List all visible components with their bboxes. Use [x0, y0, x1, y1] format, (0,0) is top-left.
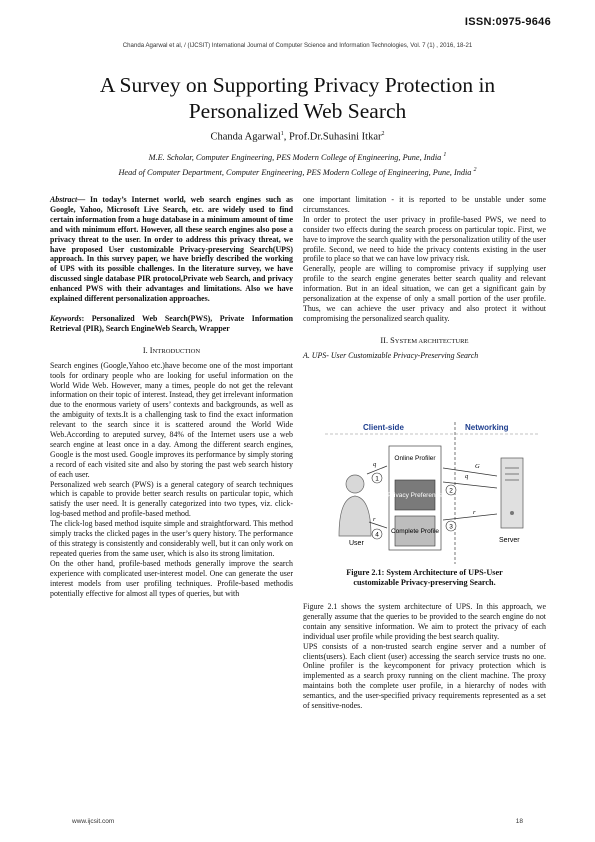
label-q-right: q: [465, 473, 469, 480]
ups-architecture-figure: [325, 418, 539, 566]
step-1: 1: [375, 475, 379, 483]
affiliation-1: [0, 152, 595, 162]
keywords-text: : Personalized Web Search(PWS), Private Information Retrieval (PIR), Search EngineWeb Search, Wrapper: [50, 313, 293, 333]
author-1-sup: 1: [280, 131, 284, 137]
abstract-dash: —: [77, 195, 90, 204]
left-column: [50, 195, 293, 598]
online-profiler-label: Online Profiler: [394, 455, 436, 462]
section-2-num: II.: [380, 335, 391, 345]
affiliation-1-text: M.E. Scholar, Computer Engineering, PES Modern College of Engineering, Pune, India: [148, 152, 442, 162]
issn-label: ISSN:0975-9646: [464, 16, 551, 28]
caption-line-1: Figure 2.1: System Architecture of UPS-User: [346, 568, 503, 577]
section-1-num: I.: [142, 345, 150, 355]
paper-title: [40, 72, 555, 124]
affiliation-2: [0, 167, 595, 177]
author-2: Prof.Dr.Suhasini Itkar: [289, 131, 382, 143]
author-1: Chanda Agarwal: [210, 131, 281, 143]
complete-profile-label: Complete Profile: [390, 528, 440, 535]
label-r-left: r: [373, 516, 376, 523]
right-column-bottom: [303, 602, 546, 711]
section-2-first: S: [390, 335, 395, 345]
keywords-label: Keywords: [50, 313, 82, 323]
subsection-2a-heading: A. UPS- User Customizable Privacy-Preserving Search: [303, 350, 479, 360]
section-1-first: I: [149, 345, 153, 355]
footer-url: www.ijcsit.com: [72, 818, 115, 825]
intro-paragraph-2: Personalized web search (PWS) is a general category of search techniques which is capable to provide better search results on particular topic, which satisfy the user need. It is generally categorized into two types, viz. click-log-based method and profile-based method.: [50, 479, 293, 519]
right-column-top: [303, 195, 546, 361]
affiliation-2-text: Head of Computer Department, Computer Engineering, PES Modern College of Engineering, Pune, India: [118, 167, 472, 177]
keywords: [50, 314, 293, 334]
intro-paragraph-1: Search engines (Google,Yahoo etc.)have become one of the most important tools for ordinary people who are looking for useful information on the World Wide Web. However, many a times, people do not get the relevant information on their topic of interest. Instead, they get irrelevant information due to the enormous variety of users’ contexts and backgrounds, as well as the ambiguity of texts.It is a challenging task to find the exact information relevant to the search since it is scattered around the World Wide Web.According to areputed survey, 84% of the Internet users use a web search engine at least once in a day. Among the different search engines, Google is the most used. Google improves its performance by simply storing a record of each visited site and also by storing the past web search history of each user.: [50, 360, 293, 479]
abstract: [50, 195, 293, 304]
right-paragraph-2: In order to protect the user privacy in profile-based PWS, we need to consider two effects during the search process on particular topic. First, we have to improve the search quality with the personalization utility of the user profile. Second, we need to hide the privacy contents existing in the user profile to place so that we can have low privacy risk.: [303, 214, 546, 264]
label-g: G: [475, 463, 480, 470]
step-3: 3: [449, 523, 453, 531]
author-2-sup: 2: [381, 131, 385, 137]
affiliation-2-sup: 2: [473, 167, 477, 173]
step-2: 2: [449, 487, 453, 495]
section-2-heading: [303, 336, 546, 347]
author-separator: ,: [283, 131, 290, 143]
intro-paragraph-3: The click-log based method isquite simple and straightforward. This method simply tracks the clicked pages in the user’s query history. The performance of this strategy is consistently and considerably well, but it can only work on repeated queries from the same user, which is also its strong limitation.: [50, 519, 293, 558]
abstract-text: In today’s Internet world, web search engines such as Google, Yahoo, Microsoft Live Search, etc. are widely used to find certain information from a huge database in a minimum amount of time and with minimum effort. However, all these search engines also pose a privacy threat to the user. In order to address this privacy threat, we have proposed User customizable Privacy-preserving Search(UPS) approach. In this survey paper, we have briefly described the working of UPS with its possible challenges. In the literature survey, we have discussed single database PIR protocol,Private web Search, and privacy enhanced PWS with their advantages and limitations. Also we have explained different personalization approaches.: [50, 195, 293, 304]
arch-paragraph-1: Figure 2.1 shows the system architecture of UPS. In this approach, we generally assume that the queries to be provided to the search engine do not contain any sensitive information. We aim to protect the privacy of each individual user profile while providing the best search quality.: [303, 602, 546, 641]
abstract-label: Abstract: [50, 195, 78, 204]
page-number: 18: [515, 818, 523, 825]
intro-paragraph-4: On the other hand, profile-based methods generally improve the search experience with complicated user-interest model. One can generate the user interest models from user profiling techniques. Profile-based methodis potentially effective for almost all types of queries, but with: [50, 558, 293, 598]
label-q-left: q: [373, 461, 377, 468]
section-1-heading: [50, 346, 293, 357]
arch-paragraph-2: UPS consists of a non-trusted search engine server and a number of clients(users). Each client (user) accessing the search service trusts no one. Online profiler is the keycomponent for privacy protection which is implemented as a search proxy running on the client machine. The proxy maintains both the complete user profile, in a hierarchy of nodes with semantics, and the user-specified privacy requirements represented as a set of sensitive-nodes.: [303, 641, 546, 711]
step-4: 4: [375, 531, 379, 539]
networking-label: Networking: [465, 423, 509, 432]
privacy-preference-label: Privacy Preference: [387, 492, 443, 499]
title-line-2: Personalized Web Search: [188, 99, 407, 123]
title-line-1: A Survey on Supporting Privacy Protection in: [99, 73, 496, 97]
figure-caption: [303, 568, 546, 588]
authors: [0, 131, 595, 143]
client-side-label: Client-side: [363, 423, 404, 432]
right-paragraph-3: Generally, people are willing to compromise privacy if supplying user profile to the search engine generates better search quality and relevant information. But in an ideal situation, we can get a significant gain by personalization at the expense of only a small portion of the user profile. Thus, we can achieve the user privacy and also protect it without compromising the personalized search quality.: [303, 264, 546, 323]
section-1-rest: NTRODUCTION: [152, 347, 201, 355]
user-label: User: [349, 540, 364, 547]
running-head: Chanda Agarwal et al, / (IJCSIT) International Journal of Computer Science and Information Technologies, Vol. 7 (1) , 2016, 18-21: [122, 42, 473, 49]
section-2-rest: YSTEM ARCHITECTURE: [394, 337, 469, 345]
label-r-right: r: [473, 509, 476, 516]
server-icon: [501, 458, 523, 528]
caption-line-2: customizable Privacy-preserving Search.: [353, 578, 496, 587]
right-paragraph-1: one important limitation - it is reported to be unstable under some circumstances.: [303, 195, 546, 214]
affiliation-1-sup: 1: [443, 152, 447, 158]
server-label: Server: [499, 537, 520, 544]
